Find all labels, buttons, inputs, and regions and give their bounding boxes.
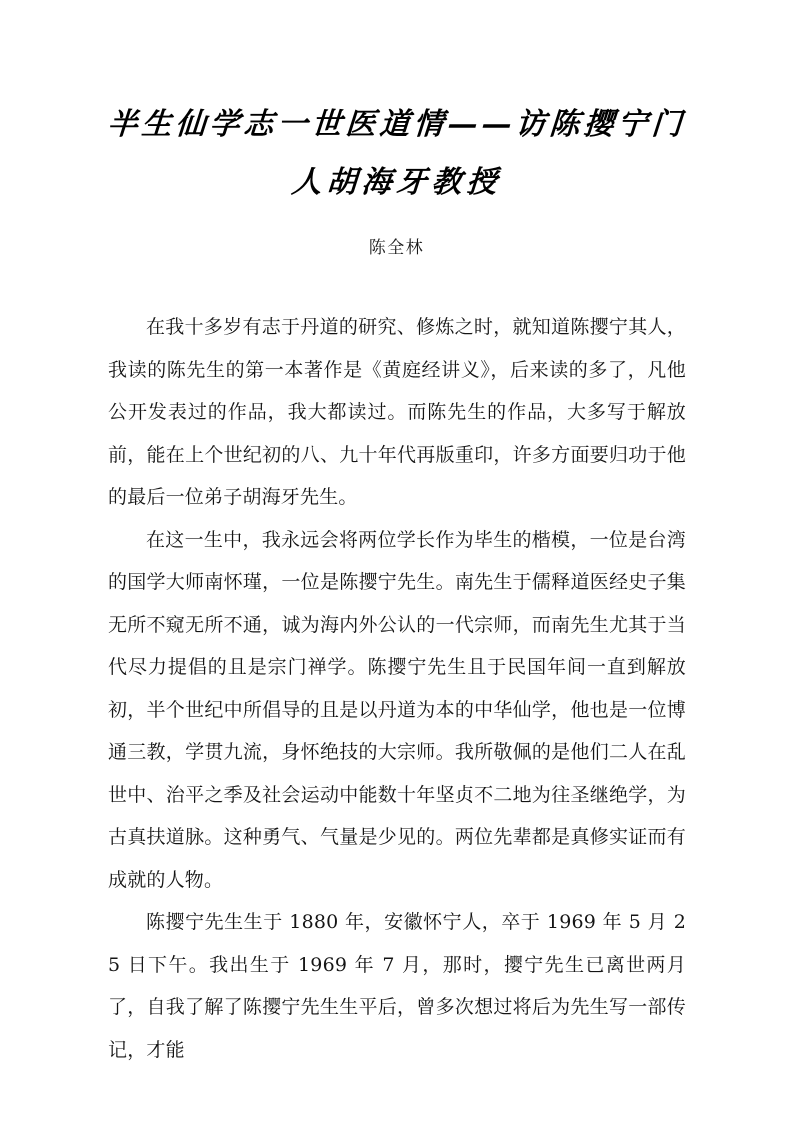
article-title <box>0 96 793 212</box>
article-title-line-2: 人胡海牙教授 <box>290 165 503 200</box>
body-paragraph: 在我十多岁有志于丹道的研究、修炼之时，就知道陈撄宁其人，我读的陈先生的第一本著作是《黄庭经讲义》，后来读的多了，凡他公开发表过的作品，我大都读过。而陈先生的作品，大多写于解放前，能在上个世纪初的八、九十年代再版重印，许多方面要归功于他的最后一位弟子胡海牙先生。 <box>108 316 686 508</box>
body-paragraph: 在这一生中，我永远会将两位学长作为毕生的楷模，一位是台湾的国学大师南怀瑾，一位是陈撄宁先生。南先生于儒释道医经史子集无所不窥无所不通，诚为海内外公认的一代宗师，而南先生尤其于当代尽力提倡的且是宗门禅学。陈撄宁先生且于民国年间一直到解放初，半个世纪中所倡导的且是以丹道为本的中华仙学，他也是一位博通三教，学贯九流，身怀绝技的大宗师。我所敬佩的是他们二人在乱世中、治平之季及社会运动中能数十年坚贞不二地为往圣继绝学，为古真扶道脉。这种勇气、气量是少见的。两位先辈都是真修实证而有成就的人物。 <box>108 528 686 891</box>
article-body <box>108 306 686 1071</box>
body-paragraph: 陈撄宁先生生于 1880 年，安徽怀宁人，卒于 1969 年 5 月 25 日下午。我出生于 1969 年 7 月，那时，撄宁先生已离世两月了，自我了解了陈撄宁先生生平后，曾多次想过将后为先生写一部传记，才能 <box>108 911 686 1061</box>
author-byline: 陈全林 <box>368 238 425 258</box>
article-title-line-1: 半生仙学志一世医道情——访陈撄宁门 <box>106 107 687 142</box>
